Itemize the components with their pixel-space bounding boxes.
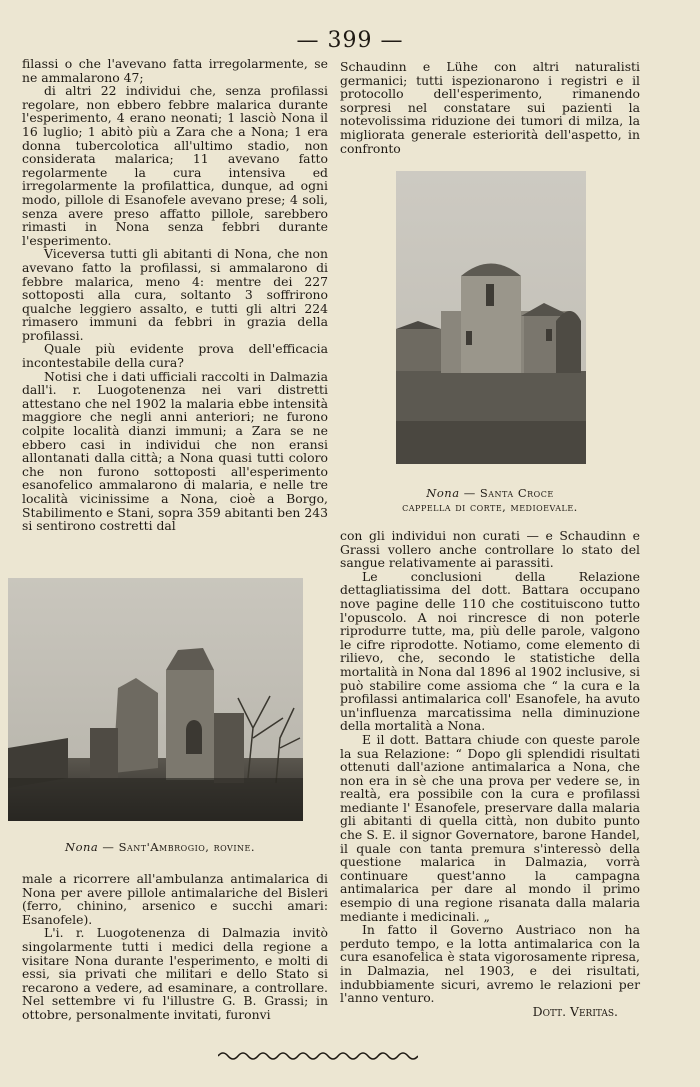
paragraph: filassi o che l'avevano fatta irregolarmente, se ne ammalarono 47; [22, 56, 328, 85]
paragraph: Notisi che i dati ufficiali raccolti in Dalmazia dall'i. r. Luogotenenza nei vari distretti attestano che nel 1902 la malaria ebbe intensità maggiore che negli anni anteriori; ne furono colpite località dianzi immuni; a Zara se ne ebbero casi in individui che non eransi allontanati dalla città; a Nona quasi tutti coloro che non furono sottoposti all'esperimento esanofelico ammalarono di malaria, e nelle tre località vicinissime a Nona, cioè a Borgo, Stabilimento e Stani, sopra 359 abitanti ben 243 si sentirono costretti dal [22, 368, 328, 534]
signature: Dott. Veritas. [532, 1003, 618, 1019]
wavy-ornament-divider [218, 1048, 418, 1064]
photo-caption-sant-ambrogio [10, 840, 310, 854]
caption-title: — Santa Croce [463, 486, 554, 500]
paragraph: Schaudinn e Lühe con altri naturalisti germanici; tutti ispezionarono i registri e il protocollo dell'esperimento, rimanendo sorpresi nel constatare sui pazienti la notevolissima riduzione dei tumori di milza, la migliorata generale esteriorità dell'aspetto, in confronto [340, 59, 640, 156]
paragraph: con gli individui non curati — e Schaudinn e Grassi vollero anche controllare lo stato del sangue relativamente ai parassiti. [340, 528, 640, 571]
paragraph: Le conclusioni della Relazione dettagliatissima del dott. Battara occupano nove pagine delle 110 che costituiscono tutto l'opuscolo. A noi rincresce di non poterle riprodurre tutte, ma, più delle parole, valgono le cifre riprodotte. Notiamo, come elemento di rilievo, che, secondo le statistiche della mortalità in Nona dal 1896 al 1902 inclusive, si può stabilire come assioma che “ la cura e la profilassi antimalarica coll' Esanofele, ha avuto un'influenza marcatissima nella diminuzione della mortalità a Nona. [340, 568, 640, 734]
column-left-top [22, 57, 328, 533]
photo-caption-santa-croce [340, 486, 640, 514]
photo-santa-croce-chapel [396, 171, 586, 464]
paragraph: Viceversa tutti gli abitanti di Nona, che non avevano fatto la profilassi, si ammalarono di febbre malarica, meno 4: mentre dei 227 sottoposti alla cura, soltanto 3 soffrirono qualche leggiero assalto, e tutti gli altri 224 rimasero immuni da febbri in grazia della profilassi. [22, 246, 328, 343]
paragraph: male a ricorrere all'ambulanza antimalarica di Nona per avere pillole antimalariche del Bisleri (ferro, chinino, arsenico e succhi amari: Esanofele). [22, 871, 328, 927]
paragraph: L'i. r. Luogotenenza di Dalmazia invitò singolarmente tutti i medici della regione a visitare Nona durante l'esperimento, e molti di essi, sia privati che militari e dello Stato si recarono a vedere, ad esaminare, a controllare. Nel settembre vi fu l'illustre G. B. Grassi; in ottobre, personalmente invitati, furonvi [22, 925, 328, 1022]
caption-subtitle: cappella di corte, medioevale. [402, 500, 578, 514]
paragraph: E il dott. Battara chiude con queste parole la sua Relazione: “ Dopo gli splendidi risultati ottenuti dall'azione antimalarica a Nona, che non era in sè che una prova per vedere se, in realtà, era possibile con la cura e profilassi mediante l' Esanofele, preservare dalla malaria gli abitanti di quella città, non dubito punto che S. E. il signor Governatore, barone Handel, il quale con tanta premura s'interessò della questione malarica in Dalmazia, vorrà continuare quest'anno la campagna antimalarica per dare al mondo il primo esempio di una regione risanata dalla malaria mediante i medicinali. „ [340, 731, 640, 924]
photo-sant-ambrogio-ruins [8, 578, 303, 821]
caption-place: Nona [426, 486, 460, 500]
column-left-bottom [22, 872, 328, 1022]
paragraph: Quale più evidente prova dell'efficacia incontestabile della cura? [22, 341, 328, 371]
paragraph: di altri 22 individui che, senza profilassi regolare, non ebbero febbre malarica durante l'esperimento, 4 erano neonati; 1 lasciò Nona il 16 luglio; 1 abitò più a Zara che a Nona; 1 era donna tubercolotica all'ultimo stadio, non considerata malarica; 11 avevano fatto regolarmente la cura intensiva ed irregolarmente la profilattica, dunque, ad ogni modo, pillole di Esanofele avevano prese; 4 soli, senza avere preso affatto pillole, sarebbero rimasti in Nona senza febbri durante l'esperimento. [22, 83, 328, 248]
column-right-bottom [340, 529, 640, 1018]
caption-title: — Sant'Ambrogio, rovine. [102, 840, 255, 854]
paragraph: In fatto il Governo Austriaco non ha perduto tempo, e la lotta antimalarica con la cura esanofelica è stata vigorosamente ripresa, in Dalmazia, nel 1903, e dei risultati, indubbiamente sicuri, avremo le relazioni per l'anno venturo. [340, 922, 640, 1006]
page-number: — 399 — [296, 28, 404, 53]
column-right-top [340, 60, 640, 155]
caption-place: Nona [65, 840, 99, 854]
